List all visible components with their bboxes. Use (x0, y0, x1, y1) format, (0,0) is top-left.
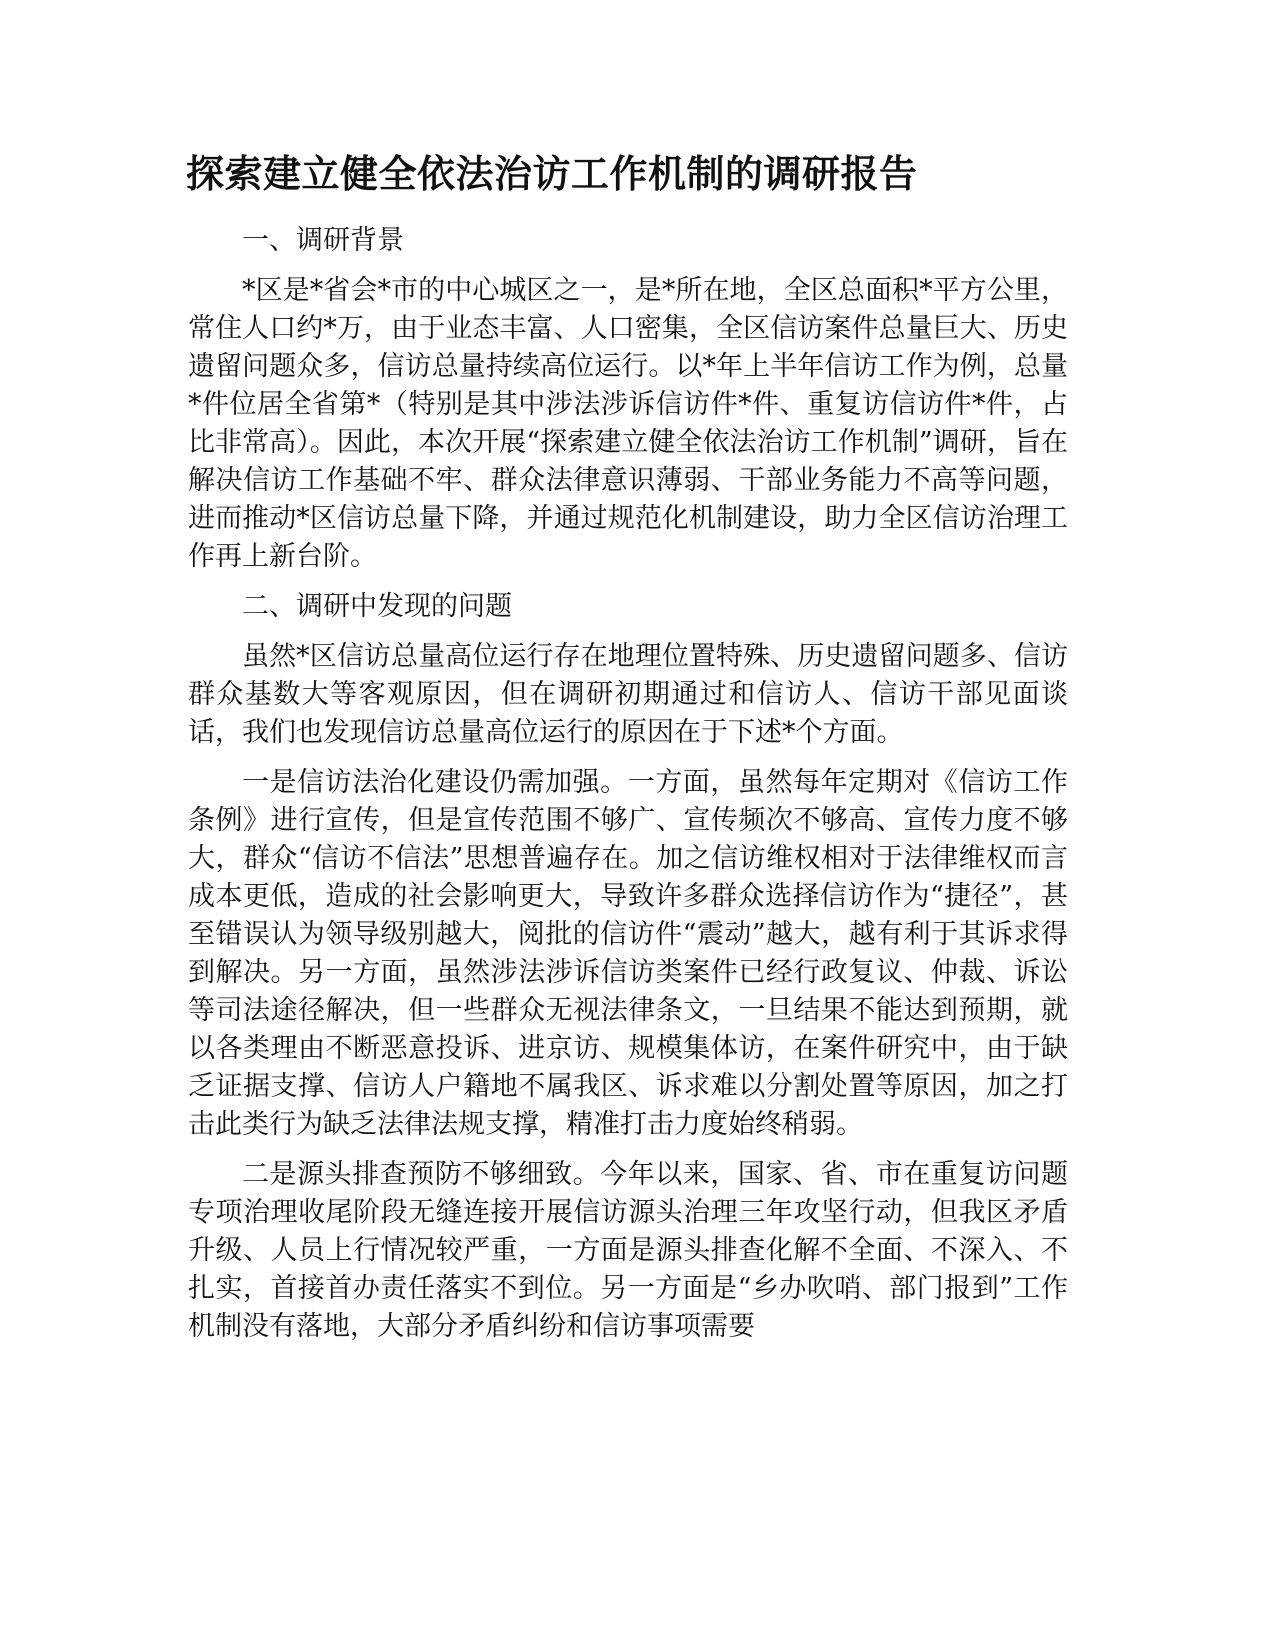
section-heading-problems: 二、调研中发现的问题 (242, 591, 512, 622)
section-heading-background: 一、调研背景 (242, 225, 404, 256)
document-title: 探索建立健全依法治访工作机制的调研报告 (186, 152, 918, 196)
paragraph-problems-intro: 虽然*区信访总量高位运行存在地理位置特殊、历史遗留问题多、信访群众基数大等客观原因，但在调研初期通过和信访人、信访干部见面谈话，我们也发现信访总量高位运行的原因在于下述*个方面。 (188, 641, 1068, 748)
document-body (188, 222, 1068, 1358)
paragraph-background: *区是*省会*市的中心城区之一，是*所在地，全区总面积*平方公里，常住人口约*万，由于业态丰富、人口密集，全区信访案件总量巨大、历史遗留问题众多，信访总量持续高位运行。以*年上半年信访工作为例，总量*件位居全省第*（特别是其中涉法涉诉信访件*件、重复访信访件*件，占比非常高）。因此，本次开展“探索建立健全依法治访工作机制”调研，旨在解决信访工作基础不牢、群众法律意识薄弱、干部业务能力不高等问题，进而推动*区信访总量下降，并通过规范化机制建设，助力全区信访治理工作再上新台阶。 (188, 275, 1068, 572)
paragraph-problem-two: 二是源头排查预防不够细致。今年以来，国家、省、市在重复访问题专项治理收尾阶段无缝连接开展信访源头治理三年攻坚行动，但我区矛盾升级、人员上行情况较严重，一方面是源头排查化解不全面、不深入、不扎实，首接首办责任落实不到位。另一方面是“乡办吹哨、部门报到”工作机制没有落地，大部分矛盾纠纷和信访事项需要 (188, 1159, 1068, 1342)
paragraph-problem-one: 一是信访法治化建设仍需加强。一方面，虽然每年定期对《信访工作条例》进行宣传，但是宣传范围不够广、宣传频次不够高、宣传力度不够大，群众“信访不信法”思想普遍存在。加之信访维权相对于法律维权而言成本更低，造成的社会影响更大，导致许多群众选择信访作为“捷径”，甚至错误认为领导级别越大，阅批的信访件“震动”越大，越有利于其诉求得到解决。另一方面，虽然涉法涉诉信访类案件已经行政复议、仲裁、诉讼等司法途径解决，但一些群众无视法律条文，一旦结果不能达到预期，就以各类理由不断恶意投诉、进京访、规模集体访，在案件研究中，由于缺乏证据支撑、信访人户籍地不属我区、诉求难以分割处置等原因，加之打击此类行为缺乏法律法规支撑，精准打击力度始终稍弱。 (188, 767, 1068, 1140)
